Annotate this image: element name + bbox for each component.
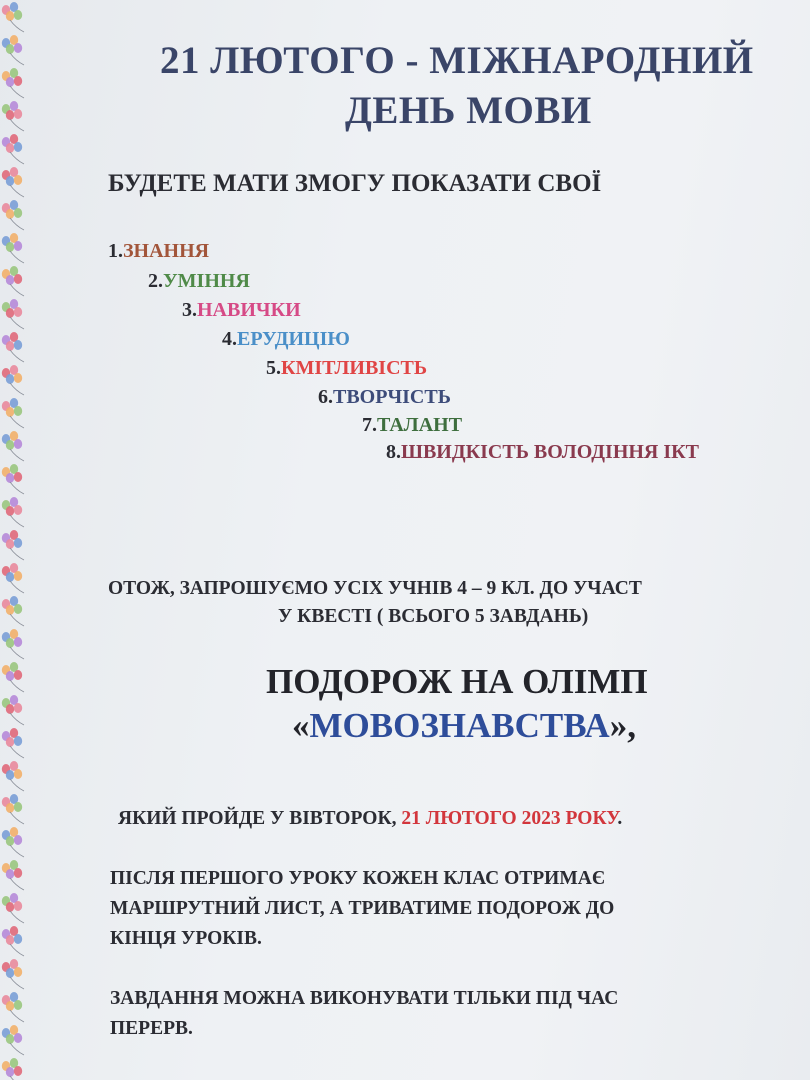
skill-number: 1. <box>108 240 123 262</box>
skill-number: 6. <box>318 386 333 408</box>
balloon-cluster-icon <box>2 695 24 725</box>
quest-close-quote: », <box>609 706 636 745</box>
balloon-cluster-icon <box>2 101 24 131</box>
balloon-cluster-icon <box>2 332 24 362</box>
balloon-cluster-icon <box>2 68 24 98</box>
rules-line1: ЗАВДАННЯ МОЖНА ВИКОНУВАТИ ТІЛЬКИ ПІД ЧАС <box>110 988 619 1009</box>
balloon-cluster-icon <box>2 761 24 791</box>
skill-label: КМІТЛИВІСТЬ <box>281 357 428 379</box>
skill-item <box>318 386 451 409</box>
date-line <box>118 808 622 830</box>
date-line-suffix: . <box>617 808 623 829</box>
skill-number: 5. <box>266 357 281 379</box>
balloon-cluster-icon <box>2 266 24 296</box>
quest-open-quote: « <box>292 706 310 745</box>
balloon-cluster-icon <box>2 860 24 890</box>
skill-label: ТВОРЧІСТЬ <box>333 386 451 408</box>
skill-item <box>386 441 699 464</box>
balloon-cluster-icon <box>2 2 24 32</box>
quest-title-line1: ПОДОРОЖ НА ОЛІМП <box>266 662 648 701</box>
skill-label: ТАЛАНТ <box>377 414 463 436</box>
balloon-cluster-icon <box>2 398 24 428</box>
balloon-border-decoration <box>0 0 28 1080</box>
balloon-cluster-icon <box>2 893 24 923</box>
schedule-line2: МАРШРУТНИЙ ЛИСТ, А ТРИВАТИМЕ ПОДОРОЖ ДО <box>110 898 615 919</box>
skill-item <box>266 357 427 380</box>
balloon-cluster-icon <box>2 629 24 659</box>
poster-title-line2: ДЕНЬ МОВИ <box>345 89 592 132</box>
rules-line2: ПЕРЕРВ. <box>110 1018 193 1039</box>
balloon-cluster-icon <box>2 1025 24 1055</box>
skill-item <box>362 414 462 437</box>
balloon-cluster-icon <box>2 365 24 395</box>
skill-number: 2. <box>148 270 163 292</box>
skill-number: 4. <box>222 328 237 350</box>
balloon-cluster-icon <box>2 134 24 164</box>
schedule-line3: КІНЦЯ УРОКІВ. <box>110 928 262 949</box>
balloon-cluster-icon <box>2 497 24 527</box>
quest-title-line2 <box>292 706 636 746</box>
balloon-cluster-icon <box>2 299 24 329</box>
skill-item <box>148 270 250 293</box>
skill-number: 3. <box>182 299 197 321</box>
intro-subtitle: БУДЕТЕ МАТИ ЗМОГУ ПОКАЗАТИ СВОЇ <box>108 170 602 197</box>
balloon-cluster-icon <box>2 563 24 593</box>
balloon-cluster-icon <box>2 464 24 494</box>
balloon-cluster-icon <box>2 662 24 692</box>
skill-number: 7. <box>362 414 377 436</box>
balloon-cluster-icon <box>2 530 24 560</box>
balloon-cluster-icon <box>2 167 24 197</box>
balloon-cluster-icon <box>2 794 24 824</box>
skill-label: ЕРУДИЦІЮ <box>237 328 350 350</box>
quest-name: МОВОЗНАВСТВА <box>309 706 610 745</box>
poster-title-line1: 21 ЛЮТОГО - МІЖНАРОДНИЙ <box>160 39 754 82</box>
skill-label: ЗНАННЯ <box>123 240 210 262</box>
skill-item <box>108 240 209 263</box>
balloon-cluster-icon <box>2 827 24 857</box>
balloon-cluster-icon <box>2 926 24 956</box>
skill-item <box>182 299 301 322</box>
balloon-cluster-icon <box>2 959 24 989</box>
invitation-line1: ОТОЖ, ЗАПРОШУЄМО УСІХ УЧНІВ 4 – 9 КЛ. ДО УЧАСТ <box>108 578 642 599</box>
date-line-prefix: ЯКИЙ ПРОЙДЕ У ВІВТОРОК, <box>118 808 402 829</box>
balloon-cluster-icon <box>2 728 24 758</box>
skill-label: ШВИДКІСТЬ ВОЛОДІННЯ ІКТ <box>401 441 699 463</box>
skill-number: 8. <box>386 441 401 463</box>
invitation-line2: У КВЕСТІ ( ВСЬОГО 5 ЗАВДАНЬ) <box>278 606 589 627</box>
balloon-cluster-icon <box>2 1058 24 1080</box>
balloon-cluster-icon <box>2 200 24 230</box>
balloon-cluster-icon <box>2 35 24 65</box>
event-date: 21 ЛЮТОГО 2023 РОКУ <box>401 808 618 829</box>
balloon-cluster-icon <box>2 992 24 1022</box>
balloon-cluster-icon <box>2 233 24 263</box>
skill-label: УМІННЯ <box>163 270 250 292</box>
skill-label: НАВИЧКИ <box>197 299 301 321</box>
balloon-cluster-icon <box>2 596 24 626</box>
schedule-line1: ПІСЛЯ ПЕРШОГО УРОКУ КОЖЕН КЛАС ОТРИМАЄ <box>110 868 606 889</box>
skill-item <box>222 328 350 351</box>
balloon-cluster-icon <box>2 431 24 461</box>
